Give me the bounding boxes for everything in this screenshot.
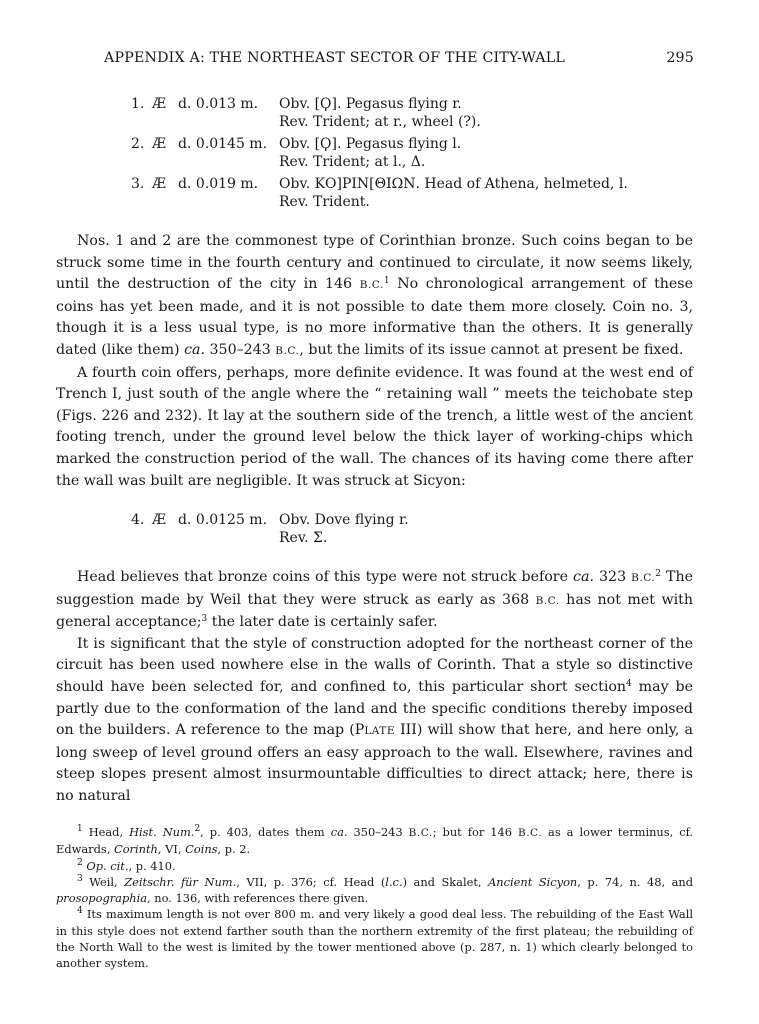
text-italic: Hist. Num. bbox=[129, 825, 195, 839]
footnote-2 bbox=[56, 858, 693, 874]
footnotes bbox=[56, 824, 693, 972]
era-abbrev: B.C. bbox=[408, 827, 433, 839]
text-run: as a lower terminus, cf. Edwards, bbox=[56, 825, 694, 857]
text-italic: ca. bbox=[330, 825, 348, 839]
coin-diameter: d. 0.013 m. bbox=[178, 96, 259, 112]
paragraph bbox=[56, 567, 693, 634]
text-run: ) and Skalet, bbox=[402, 874, 489, 889]
footnote-mark: 3 bbox=[77, 873, 83, 884]
text-italic: Coins bbox=[185, 842, 218, 857]
footnote-mark: 2 bbox=[77, 857, 83, 868]
footnote-mark: 1 bbox=[77, 824, 83, 834]
text-run: 350–243 bbox=[347, 825, 409, 839]
running-head-title: APPENDIX A: THE NORTHEAST SECTOR OF THE CITY-WALL bbox=[104, 50, 565, 66]
text-run: ) will show that here, and here only, a long sweep of level ground offers an easy approach to the wall. Elsewhere, ravines and steep slopes present almost insurmountable difficulties to direct attack; here, there is no natural bbox=[56, 722, 694, 804]
text-italic: ca. bbox=[573, 569, 594, 585]
text-run: ; but for 146 bbox=[432, 825, 518, 839]
text-run: Nos. 1 and 2 are the commonest type of Corinthian bronze. Such coins began to be struck some time in the fourth century and continued to circulate, it now seems likely, until the destruction of the city in 146 bbox=[56, 233, 693, 293]
coin-reverse: Rev. Trident. bbox=[279, 193, 370, 210]
coin-obverse: Obv. [Ϙ]. Pegasus flying r. bbox=[279, 96, 462, 112]
era-abbrev: B.C. bbox=[359, 279, 384, 292]
bronze-symbol: Æ bbox=[152, 96, 167, 112]
text-run: Its maximum length is not over 800 m. and very likely a good deal less. The rebuilding of the East Wall in this style does not extend farther south than the northern extremity of the first plateau; the rebuilding of the North Wall to the west is limited by the tower mentioned above (p. 287, n. 1) which clearly belonged to another system. bbox=[56, 907, 693, 971]
footnote-ref: 2 bbox=[655, 569, 661, 579]
body-text-block-1 bbox=[56, 231, 693, 492]
coin-diameter: d. 0.0145 m. bbox=[178, 136, 268, 152]
edition-superscript: 2 bbox=[194, 824, 201, 834]
text-run: Head, bbox=[82, 825, 130, 839]
text-run: , VII, p. 376; cf. Head ( bbox=[236, 874, 386, 889]
paragraph: A fourth coin offers, perhaps, more definite evidence. It was found at the west end of Trench I, just south of the angle where the “ retaining wall ” meets the teichobate step (Figs. 226 and 232). It lay at the southern side of the trench, a little west of the ancient footing trench, under the ground level below the thick layer of working-chips which marked the construction period of the wall. The chances of its having come there after the wall was built are negligible. It was struck at Sicyon: bbox=[56, 364, 693, 489]
footnote-4 bbox=[56, 906, 693, 971]
paragraph bbox=[56, 634, 693, 808]
body-text-block-2 bbox=[56, 567, 693, 808]
text-run: , p. 74, n. 48, and bbox=[577, 874, 694, 889]
era-abbrev: B.C. bbox=[631, 572, 656, 584]
text-run: It is significant that the style of construction adopted for the northeast corner of the circuit has been used nowhere else in the walls of Corinth. That a style so distinctive should have been selected for, and confined to, this particular short section bbox=[56, 635, 693, 695]
text-run: The suggestion made by Weil that they were struck as early as 368 bbox=[56, 569, 693, 608]
footnote-3 bbox=[56, 874, 693, 907]
era-abbrev: B.C. bbox=[275, 344, 300, 357]
footnote-ref: 3 bbox=[201, 614, 208, 625]
bronze-symbol: Æ bbox=[152, 512, 167, 528]
coin-number: 1. bbox=[131, 96, 145, 112]
era-abbrev: B.C. bbox=[535, 594, 560, 607]
text-italic: Ancient Sicyon bbox=[488, 874, 578, 889]
footnote-1 bbox=[56, 824, 693, 858]
coin-diameter: d. 0.0125 m. bbox=[178, 512, 268, 528]
coin-obverse: Obv. Dove flying r. bbox=[279, 512, 409, 528]
plate-ref-number: III bbox=[394, 722, 417, 739]
text-italic: l.c. bbox=[385, 874, 403, 889]
text-italic: ca. bbox=[184, 341, 205, 358]
text-run: No chronological arrangement of these coins has yet been made, and it is not possible to date them more closely. Coin no. 3, though it is a less usual type, is no more informative than the others. It is generally dated (like them) bbox=[56, 276, 693, 358]
text-italic: Op. cit. bbox=[86, 858, 129, 873]
footnote-mark: 4 bbox=[77, 906, 83, 917]
text-run: the later date is certainly safer. bbox=[207, 614, 438, 631]
text-run: Head believes that bronze coins of this type were not struck before bbox=[77, 569, 574, 585]
text-run: 350–243 bbox=[205, 341, 276, 358]
text-run: , but the limits of its issue cannot at present be fixed. bbox=[299, 341, 684, 358]
text-run: may be partly due to the conformation of the land and the specific conditions thereby imposed on the builders. A reference to the map ( bbox=[56, 678, 693, 739]
text-run: has not met with general acceptance; bbox=[56, 591, 693, 631]
bronze-symbol: Æ bbox=[152, 136, 167, 152]
text-run: , p. 403, dates them bbox=[200, 825, 331, 839]
coin-number: 3. bbox=[131, 176, 145, 192]
coin-reverse: Rev. Σ. bbox=[279, 529, 328, 546]
coin-diameter: d. 0.019 m. bbox=[178, 176, 259, 192]
text-italic: prosopographia bbox=[56, 891, 148, 906]
coin-reverse: Rev. Trident; at l., Δ. bbox=[279, 153, 426, 170]
coin-obverse: Obv. ΚΟ]ΡΙΝ[ΘΙΩΝ. Head of Athena, helmeted, l. bbox=[279, 176, 628, 192]
footnote-ref: 1 bbox=[383, 276, 390, 287]
plate-ref-initial: P bbox=[354, 722, 365, 739]
coin-obverse: Obv. [Ϙ]. Pegasus flying l. bbox=[279, 136, 462, 152]
text-italic: Zeitschr. für Num. bbox=[124, 874, 237, 889]
era-abbrev: B.C. bbox=[518, 827, 543, 839]
plate-ref-smallcaps: LATE bbox=[364, 725, 395, 738]
text-run: , p. 410. bbox=[128, 858, 176, 873]
page-number: 295 bbox=[666, 50, 694, 66]
coin-number: 2. bbox=[131, 136, 145, 152]
text-italic: Corinth bbox=[113, 842, 158, 857]
text-run: , p. 2. bbox=[217, 842, 251, 857]
bronze-symbol: Æ bbox=[152, 176, 167, 192]
text-run: 323 bbox=[593, 569, 632, 585]
text-run: , VI, bbox=[157, 842, 186, 857]
text-run: , no. 136, with references there given. bbox=[147, 891, 369, 906]
footnote-ref: 4 bbox=[626, 678, 632, 689]
text-run: Weil, bbox=[82, 874, 125, 889]
coin-number: 4. bbox=[131, 512, 145, 528]
coin-reverse: Rev. Trident; at r., wheel (?). bbox=[279, 113, 481, 130]
paragraph bbox=[56, 231, 693, 363]
